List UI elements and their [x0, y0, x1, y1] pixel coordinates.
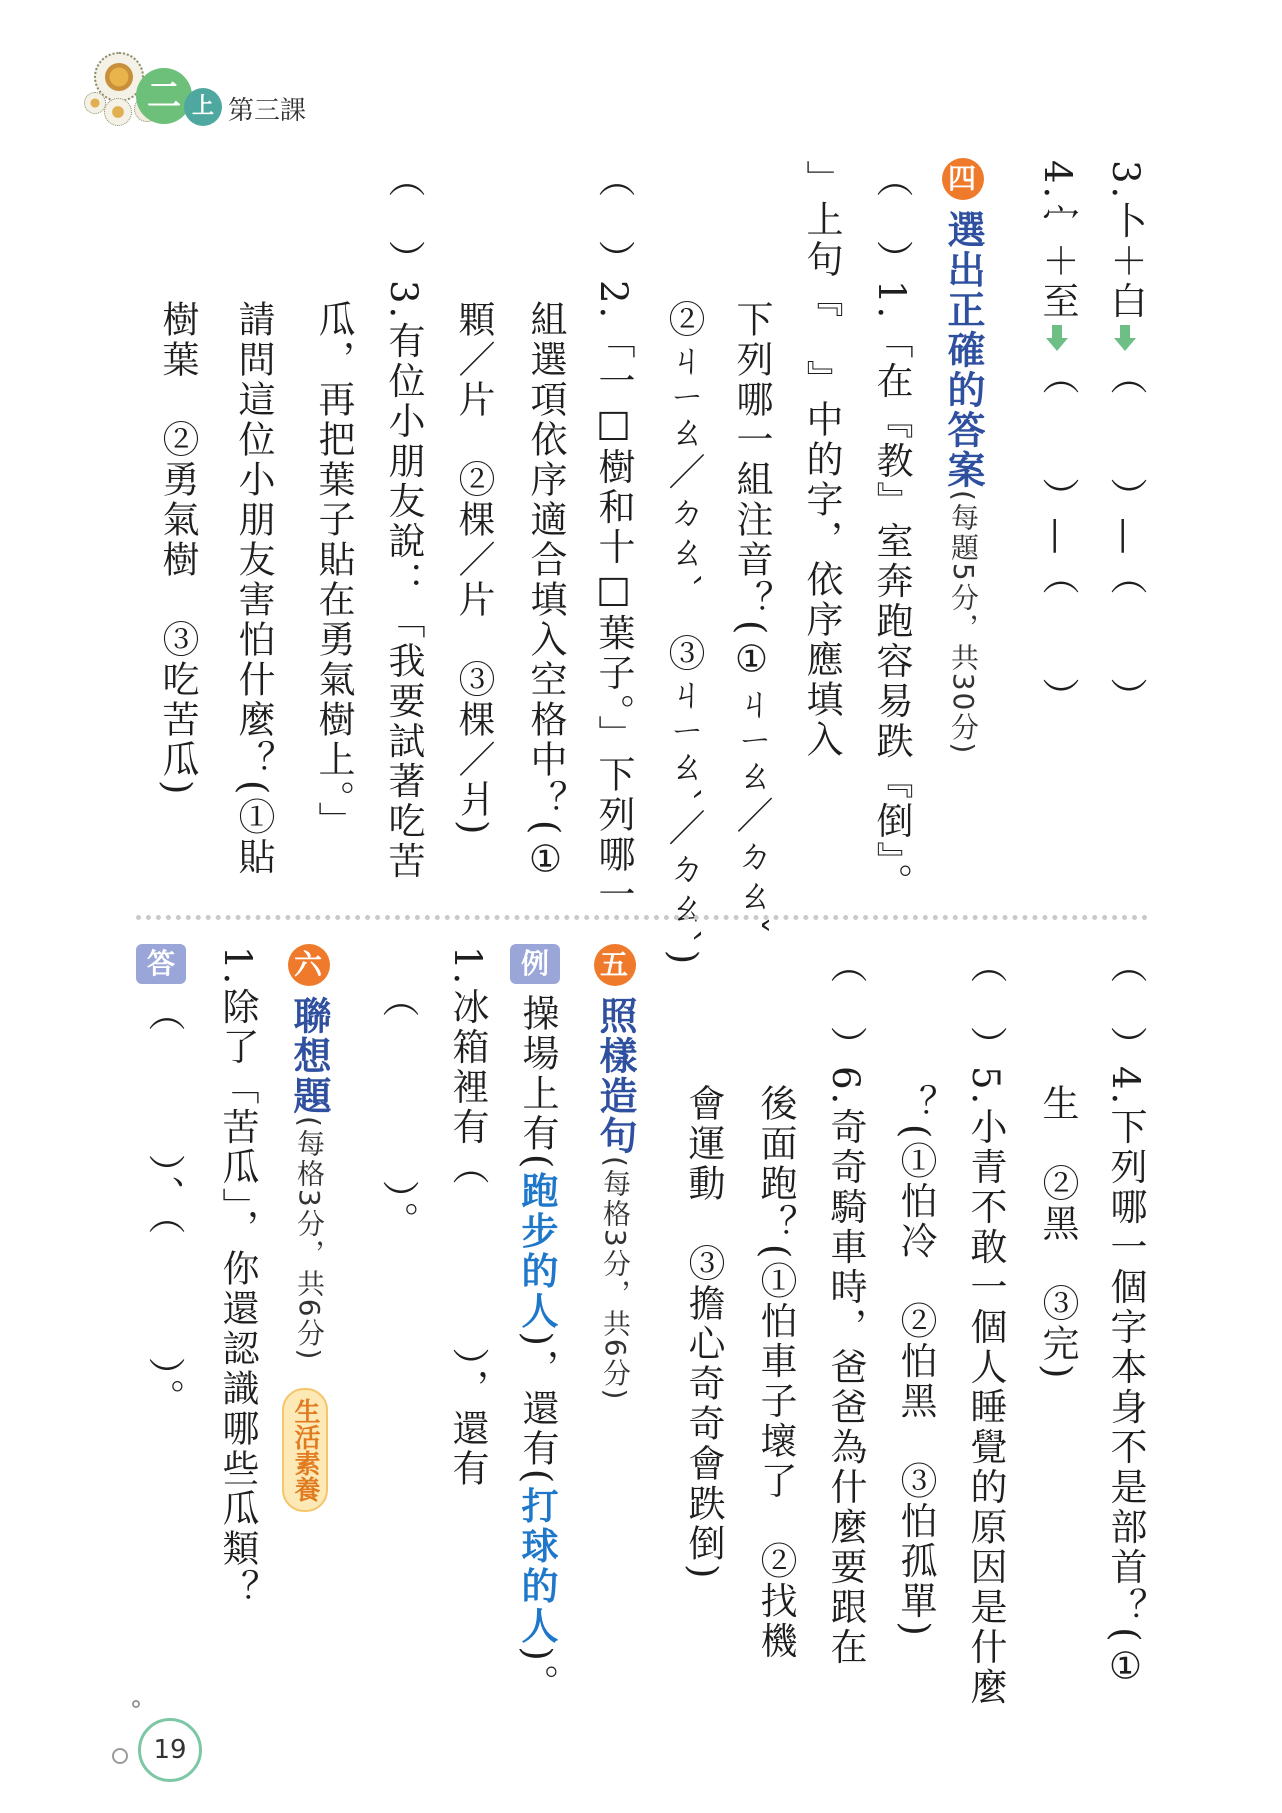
item-3-line	[1098, 160, 1152, 717]
section-5-badge: 五	[594, 944, 636, 986]
answer-badge: 答	[136, 944, 186, 984]
s4-q3-line1: （ ）3.有位小朋友說：「我要試著吃苦	[382, 160, 425, 882]
arrow-down-icon	[1114, 325, 1136, 353]
page-number: 19	[138, 1718, 202, 1782]
section-5-title: 照樣造句	[593, 996, 637, 1156]
s5-q1-line1: 1.冰箱裡有（ ），還有	[446, 946, 489, 1489]
s4-q2-line1: （ ）2.「一□樹和十□葉子。」下列哪一	[592, 160, 635, 915]
item-4-blank: （ ）—（ ）	[1036, 357, 1079, 718]
s4-q4-line1: （ ）4.下列哪一個字本身不是部首？(①	[1104, 946, 1147, 1691]
s4-q3-line3: 請問這位小朋友害怕什麼？(①貼	[232, 300, 275, 878]
s5-example-end: )。	[516, 1646, 559, 1704]
s5-example-line	[510, 994, 564, 1704]
section-4-badge: 四	[942, 158, 984, 200]
s5-q1-line2: （ ）。	[376, 980, 419, 1242]
example-badge: 例	[510, 944, 560, 984]
section-4-title: 選出正確的答案	[941, 210, 985, 490]
flower-icon	[84, 92, 106, 114]
s4-q2-line3: 顆／片 ②棵／片 ③棵／爿)	[452, 300, 495, 838]
section-6-heading	[282, 944, 337, 1361]
s4-q3-line4: 樹葉 ②勇氣樹 ③吃苦瓜)	[156, 300, 199, 798]
section-4-heading	[936, 158, 991, 755]
s5-example-answer-1: 跑步的人	[515, 1171, 559, 1332]
lesson-title: 第三課	[228, 96, 307, 126]
item-4-line	[1030, 160, 1084, 717]
s5-example-pre: 操場上有(	[516, 994, 559, 1172]
section-4-score: (每題5分，共30分)	[947, 490, 980, 756]
lesson-header	[84, 46, 324, 130]
s4-q5-line2: ？(①怕冷 ②怕黑 ③怕孤單)	[894, 1084, 937, 1639]
semester-badge: 上	[184, 88, 222, 126]
section-divider	[136, 915, 1148, 920]
s5-example-mid: )，還有(	[516, 1331, 559, 1487]
life-literacy-tag: 生活素養	[282, 1388, 328, 1512]
section-6-title: 聯想題	[287, 996, 331, 1116]
item-3-text: 3.卜＋白	[1104, 160, 1147, 322]
s4-q2-line2: 組選項依序適合填入空格中？(①	[524, 300, 567, 884]
s4-q6-line3: 會運動 ③擔心奇奇會跌倒)	[682, 1084, 725, 1582]
item-3-blank: （ ）—（ ）	[1104, 357, 1147, 718]
s6-answer-line: （ ）、（ ）。	[142, 994, 185, 1419]
decor-dot	[112, 1748, 128, 1764]
s4-q6-line2: 後面跑？(①怕車子壞了 ②找機	[754, 1084, 797, 1662]
s4-q1-line2: 」上句『 』中的字，依序應填入	[800, 160, 843, 760]
flower-icon	[104, 98, 132, 126]
section-5-score: (每格3分，共6分)	[599, 1156, 632, 1402]
grade-badge: 二	[136, 68, 192, 124]
s4-q6-line1: （ ）6.奇奇騎車時，爸爸為什麼要跟在	[824, 946, 867, 1668]
section-6-score: (每格3分，共6分)	[293, 1116, 326, 1362]
arrow-down-icon	[1046, 325, 1068, 353]
s4-q3-line2: 瓜，再把葉子貼在勇氣樹上。」	[312, 300, 355, 842]
s4-q1-line1: （ ）1.「在『教』室奔跑容易跌『倒』。	[870, 160, 913, 903]
s4-q1-line4: ②ㄐㄧㄠ／ㄉㄠˋ ③ㄐㄧㄠˋ／ㄉㄠˋ)	[662, 300, 705, 968]
s4-q5-line1: （ ）5.小青不敢一個人睡覺的原因是什麼	[964, 946, 1007, 1708]
s5-example-answer-2: 打球的人	[515, 1486, 559, 1647]
item-4-text: 4.宀＋至	[1036, 160, 1079, 322]
section-6-badge: 六	[288, 944, 330, 986]
section-5-heading	[588, 944, 643, 1401]
s4-q4-line2: 生 ②黑 ③完)	[1036, 1084, 1079, 1382]
decor-dot	[132, 1700, 140, 1708]
s4-q1-line3: 下列哪一組注音？(①ㄐㄧㄠ／ㄉㄠˇ	[730, 300, 773, 938]
s6-q1-line: 1.除了「苦瓜」，你還認識哪些瓜類？	[216, 946, 259, 1609]
